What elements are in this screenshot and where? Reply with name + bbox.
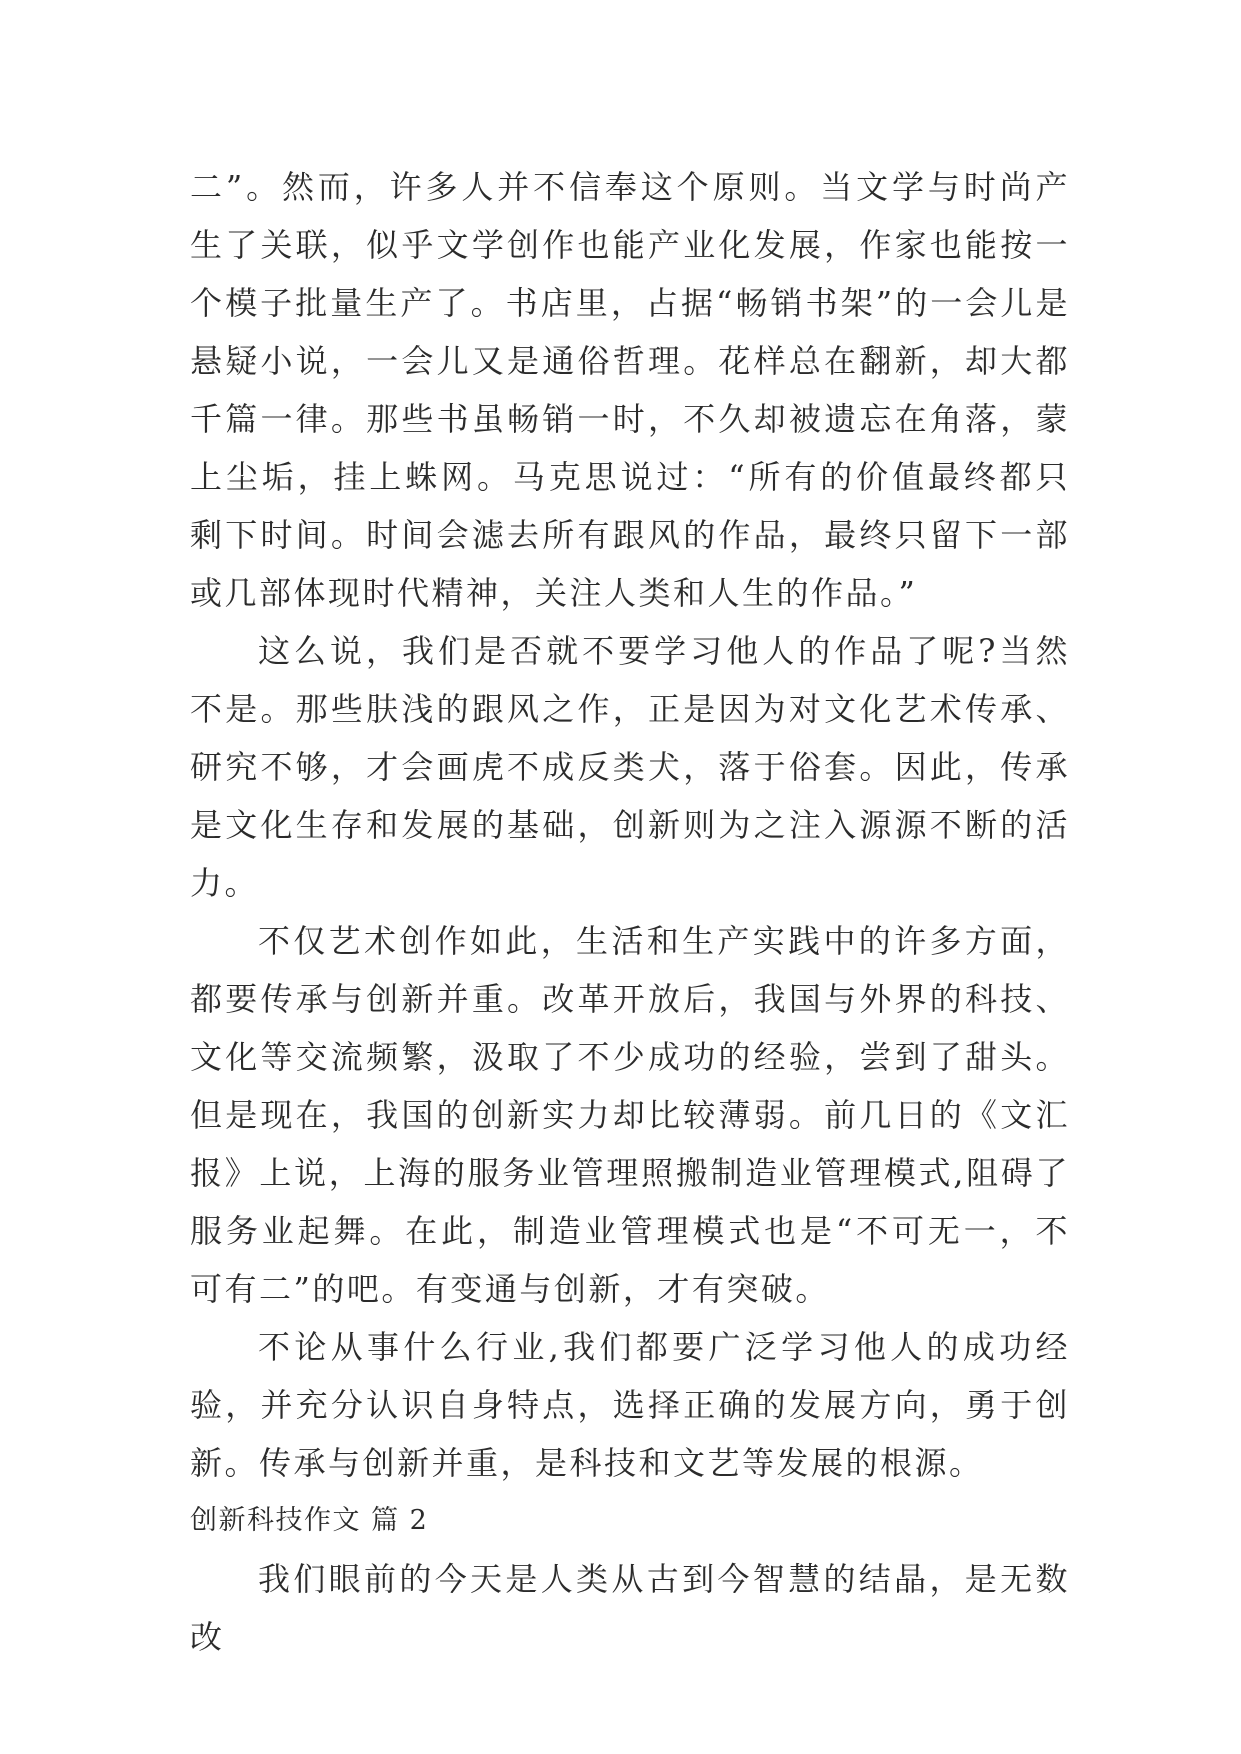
paragraph-inheritance-innovation: 不仅艺术创作如此，生活和生产实践中的许多方面，都要传承与创新并重。改革开放后，我国与外界的科技、文化等交流频繁，汲取了不少成功的经验，尝到了甜头。但是现在，我国的创新实力却比较薄弱。前几日的《文汇报》上说，上海的服务业管理照搬制造业管理模式,阻碍了服务业起舞。在此，制造业管理模式也是“不可无一，不可有二”的吧。有变通与创新，才有突破。 (190, 922, 1070, 1308)
paragraph-learning-others: 这么说，我们是否就不要学习他人的作品了呢?当然不是。那些肤浅的跟风之作，正是因为对文化艺术传承、研究不够，才会画虎不成反类犬，落于俗套。因此，传承是文化生存和发展的基础，创新则为之注入源源不断的活力。 (190, 632, 1070, 902)
document-body (190, 158, 1070, 1666)
section-heading: 创新科技作文 篇 2 (190, 1505, 429, 1536)
paragraph-continuation: 二”。然而，许多人并不信奉这个原则。当文学与时尚产生了关联，似乎文学创作也能产业化发展，作家也能按一个模子批量生产了。书店里，占据“畅销书架”的一会儿是悬疑小说，一会儿又是通俗哲理。花样总在翻新，却大都千篇一律。那些书虽畅销一时，不久却被遗忘在角落，蒙上尘垢，挂上蛛网。马克思说过：“所有的价值最终都只剩下时间。时间会滤去所有跟风的作品，最终只留下一部或几部体现时代精神，关注人类和人生的作品。” (190, 168, 1070, 612)
paragraph-conclusion: 不论从事什么行业,我们都要广泛学习他人的成功经验，并充分认识自身特点，选择正确的发展方向，勇于创新。传承与创新并重，是科技和文艺等发展的根源。 (190, 1328, 1070, 1482)
paragraph-essay-2-opening: 我们眼前的今天是人类从古到今智慧的结晶，是无数改 (190, 1560, 1070, 1656)
